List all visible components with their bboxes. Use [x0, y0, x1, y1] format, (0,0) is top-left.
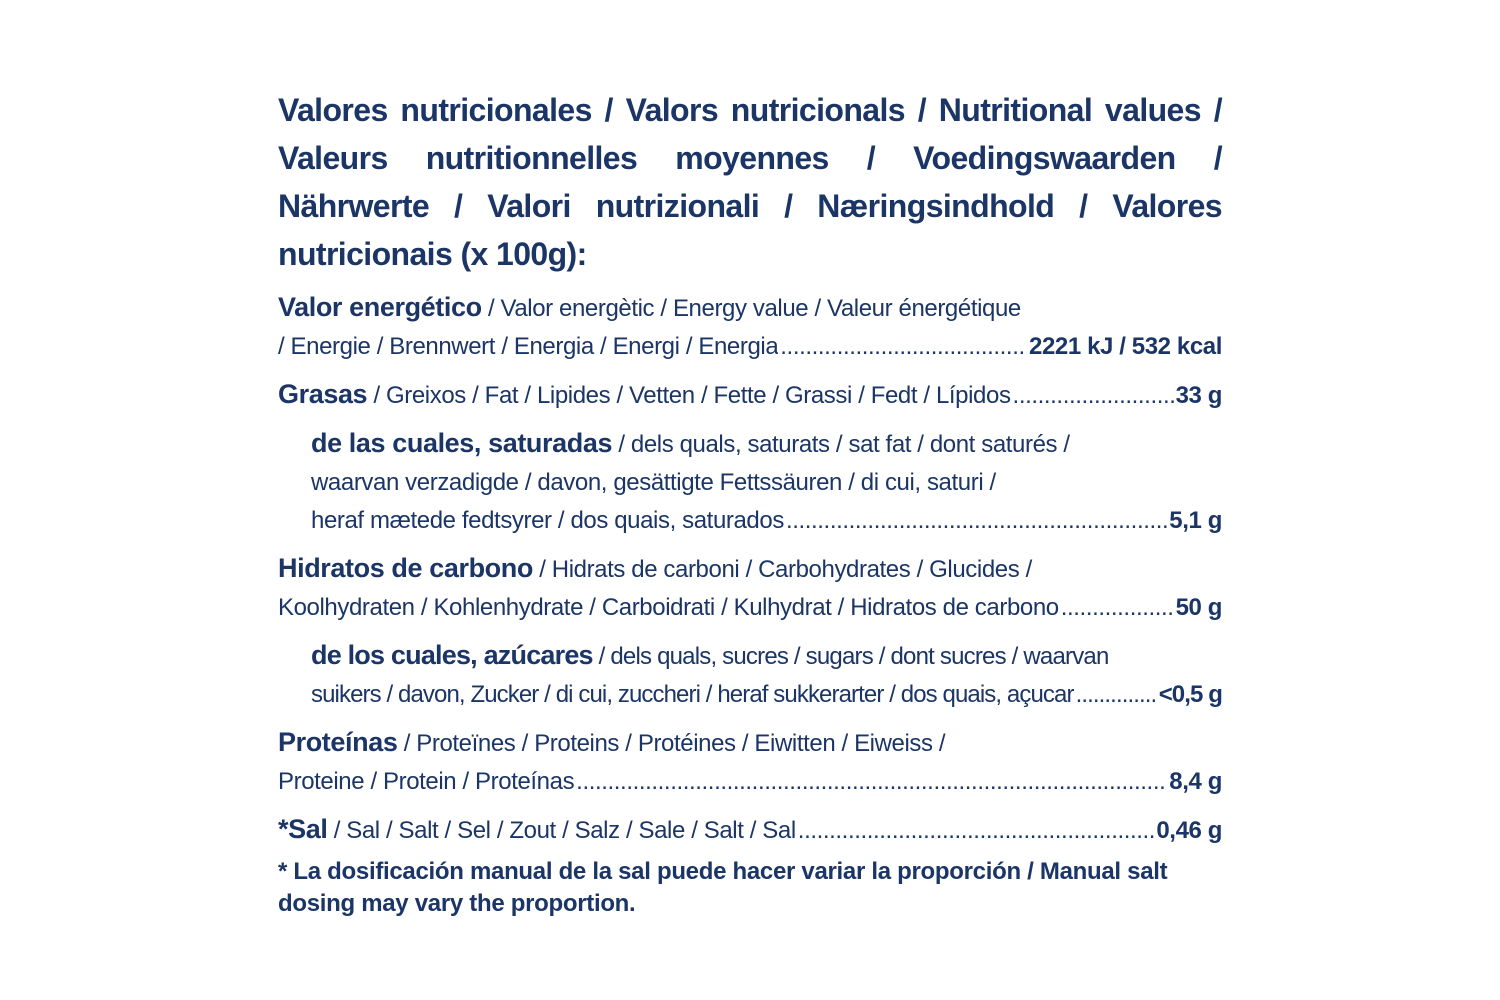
sugars-value: <0,5 g: [1158, 681, 1222, 708]
sugars-label-bold: de los cuales, azúcares: [311, 640, 593, 670]
fat-entry: [278, 375, 1222, 415]
sugars-label-line2: suikers / davon, Zucker / di cui, zuccheri / heraf sukkerarter / dos quais, açucar: [311, 681, 1074, 708]
saturated-label-line2: waarvan verzadigde / davon, gesättigte Fettssäuren / di cui, saturi /: [311, 469, 996, 496]
carbs-value: 50 g: [1175, 594, 1222, 621]
leader-dots: [798, 812, 1155, 850]
energy-entry: [278, 288, 1222, 366]
protein-value: 8,4 g: [1169, 768, 1222, 795]
carbs-label-line1: / Hidrats de carboni / Carbohydrates / Glucides /: [532, 556, 1032, 583]
salt-footnote: * La dosificación manual de la sal puede hacer variar la proporción / Manual salt dosing may vary the proportion.: [278, 858, 1168, 917]
energy-label-line1: / Valor energètic / Energy value / Valeur énergétique: [481, 295, 1021, 322]
carbs-label-bold: Hidratos de carbono: [278, 553, 533, 583]
sugars-label-line1: / dels quals, sucres / sugars / dont sucres / waarvan: [592, 643, 1109, 670]
fat-label-bold: Grasas: [278, 379, 368, 409]
saturated-label-line1: / dels quals, saturats / sat fat / dont saturés /: [612, 431, 1070, 458]
salt-label-bold: *Sal: [278, 814, 328, 844]
salt-value: 0,46 g: [1156, 817, 1222, 844]
salt-label: / Sal / Salt / Sel / Zout / Salz / Sale / Salt / Sal: [327, 817, 796, 844]
fat-label: / Greixos / Fat / Lipides / Vetten / Fette / Grassi / Fedt / Lípidos: [367, 382, 1011, 409]
protein-label-line2: Proteine / Protein / Proteínas: [278, 768, 575, 795]
energy-label-bold: Valor energético: [278, 292, 482, 322]
energy-label-line2: / Energie / Brennwert / Energia / Energi / Energia: [278, 333, 779, 360]
salt-entry: [278, 810, 1222, 850]
saturated-value: 5,1 g: [1169, 507, 1222, 534]
protein-entry: [278, 723, 1222, 801]
leader-dots: [576, 763, 1167, 801]
leader-dots: [780, 328, 1027, 366]
energy-value: 2221 kJ / 532 kcal: [1029, 333, 1222, 360]
protein-label-line1: / Proteïnes / Proteins / Protéines / Eiwitten / Eiweiss /: [397, 730, 946, 757]
carbs-entry: [278, 549, 1222, 627]
saturated-entry: [278, 424, 1222, 540]
nutrition-panel: [278, 86, 1222, 920]
protein-label-bold: Proteínas: [278, 727, 398, 757]
saturated-label-bold: de las cuales, saturadas: [311, 428, 613, 458]
leader-dots: [1013, 377, 1174, 415]
leader-dots: [1061, 589, 1174, 627]
carbs-label-line2: Koolhydraten / Kohlenhydrate / Carboidrati / Kulhydrat / Hidratos de carbono: [278, 594, 1059, 621]
fat-value: 33 g: [1175, 382, 1222, 409]
saturated-label-line3: heraf mætede fedtsyrer / dos quais, saturados: [311, 507, 784, 534]
leader-dots: [786, 502, 1167, 540]
panel-title: Valores nutricionales / Valors nutricionals / Nutritional values / Valeurs nutritionnelles moyennes / Voedingswaarden / Nährwerte / Valori nutrizionali / Næringsindhold / Valores nutricionais (x 100g):: [278, 92, 1222, 272]
leader-dots: [1076, 676, 1157, 714]
sugars-entry: [278, 636, 1222, 714]
